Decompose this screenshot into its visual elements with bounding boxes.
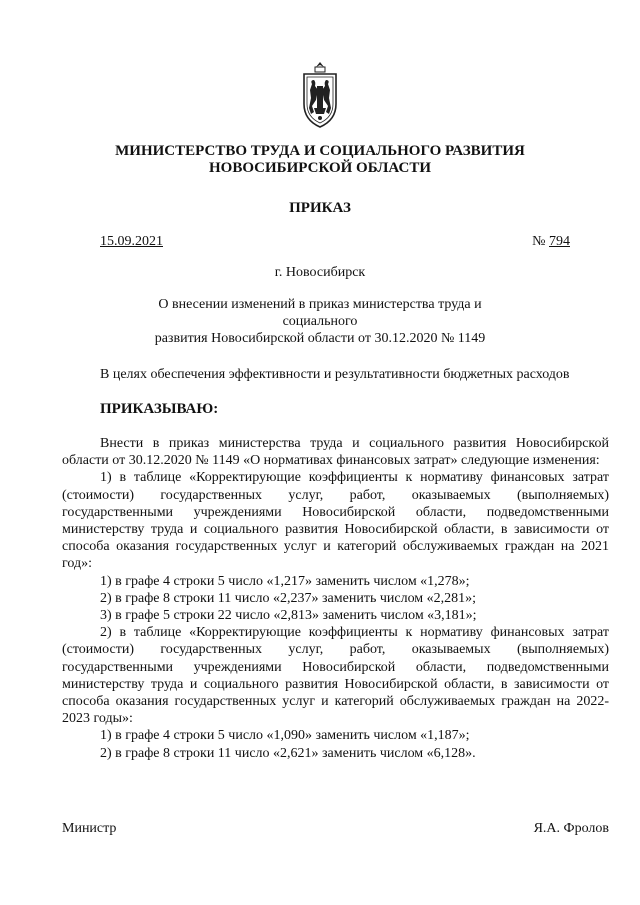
document-city: г. Новосибирск	[274, 265, 366, 280]
signatory-name: Я.А. Фролов	[533, 821, 609, 836]
body-item-1-2: 2) в графе 8 строки 11 число «2,237» заменить числом «2,281»;	[100, 590, 477, 606]
subject-line2: развития Новосибирской области от 30.12.2020 № 1149	[154, 331, 486, 346]
ministry-name-line2: НОВОСИБИРСКОЙ ОБЛАСТИ	[208, 160, 432, 176]
number-value: 794	[549, 234, 570, 249]
document-number	[532, 233, 570, 250]
document-type: ПРИКАЗ	[289, 200, 351, 216]
document-subject	[120, 296, 520, 347]
subject-line1: О внесении изменений в приказ министерства труда и социального	[158, 297, 482, 329]
number-prefix: №	[532, 234, 546, 249]
ministry-name-line1: МИНИСТЕРСТВО ТРУДА И СОЦИАЛЬНОГО РАЗВИТИЯ	[115, 143, 525, 159]
body-item-1-3: 3) в графе 5 строки 22 число «2,813» заменить числом «3,181»;	[100, 608, 477, 624]
body-item-2-1: 1) в графе 4 строки 5 число «1,090» заменить числом «1,187»;	[100, 728, 470, 744]
document-date: 15.09.2021	[100, 234, 163, 249]
preamble: В целях обеспечения эффективности и результативности бюджетных расходов	[100, 367, 570, 382]
body-item-2-2: 2) в графе 8 строки 11 число «2,621» заменить числом «6,128».	[100, 745, 476, 761]
coat-of-arms-icon	[298, 60, 342, 130]
signatory-position: Министр	[62, 821, 117, 836]
body-item-1-1: 1) в графе 4 строки 5 число «1,217» заменить числом «1,278»;	[100, 573, 470, 589]
ministry-name	[60, 143, 580, 177]
document-body	[62, 435, 609, 762]
body-item-2: 2) в таблице «Корректирующие коэффициенты к нормативу финансовых затрат (стоимости) государственных услуг, работ, оказываемых (выполняемых) государственными учреждениями Новосибирской области, подведомственными министерству труда и социального развития Новосибирской области, в зависимости от способа оказания государственных услуг и категорий обслуживаемых граждан на 2022-2023 годы»:	[62, 625, 609, 727]
body-intro: Внести в приказ министерства труда и социального развития Новосибирской области от 30.12.2020 № 1149 «О нормативах финансовых затрат» следующие изменения:	[62, 436, 609, 469]
body-item-1: 1) в таблице «Корректирующие коэффициенты к нормативу финансовых затрат (стоимости) государственных услуг, работ, оказываемых (выполняемых) государственными учреждениями Новосибирской области, подведомственными министерству труда и социального развития Новосибирской области, в зависимости от способа оказания государственных услуг и категорий обслуживаемых граждан на 2021 год»:	[62, 470, 609, 572]
order-word: ПРИКАЗЫВАЮ:	[100, 401, 219, 417]
